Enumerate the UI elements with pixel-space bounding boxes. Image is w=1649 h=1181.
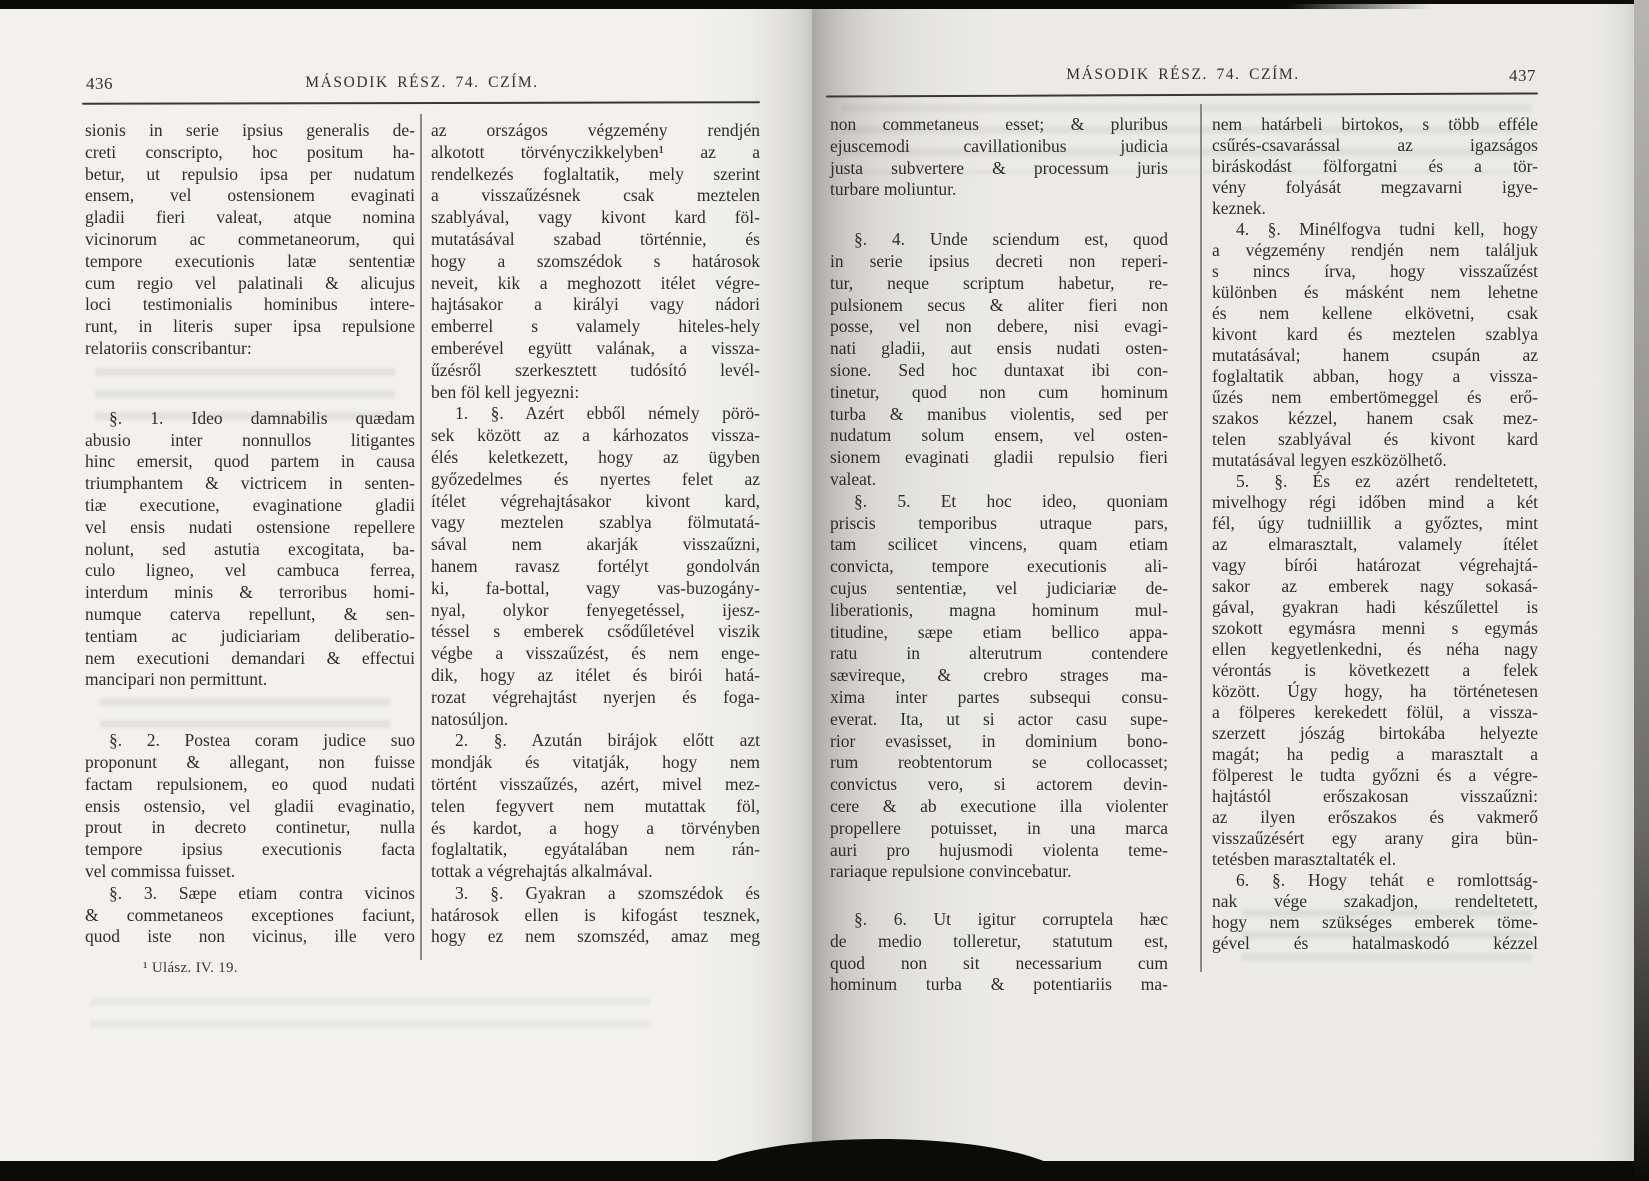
text-line: nudatum solum ensem, vel osten-	[830, 425, 1168, 446]
text-line: mutatásával; hanem csupán az	[1212, 345, 1538, 365]
text-line: culo ligneo, vel cambuca ferrea,	[85, 560, 415, 581]
paragraph	[1212, 219, 1538, 471]
text-line: sione. Sed hoc duntaxat ibi con-	[830, 359, 1168, 380]
page-number: 436	[86, 74, 113, 93]
paragraph	[431, 403, 760, 730]
text-line: foglaltatik abban, hogy a vissza-	[1212, 366, 1538, 386]
text-line: a fölperes kerekedett fölül, a vissza-	[1212, 702, 1538, 722]
text-line: emberrel s valamely hiteles-hely	[431, 316, 760, 337]
text-line: emberével együtt valának, a vissza-	[431, 337, 760, 358]
text-line: tetésben marasztaltaték el.	[1212, 849, 1397, 869]
paragraph	[85, 883, 415, 948]
text-line: 1. §. Azért ebből némely pörö-	[455, 403, 760, 424]
text-line: interdum minis & terroribus homi-	[85, 582, 415, 603]
text-line: biráskodást fölforgatni és a tör-	[1212, 156, 1538, 176]
text-line: §. 3. Sæpe etiam contra vicinos	[109, 882, 415, 903]
text-line: tentiam ac judiciariam deliberatio-	[85, 625, 415, 646]
paragraph	[830, 909, 1168, 996]
paragraph	[830, 229, 1168, 491]
paragraph	[431, 730, 760, 883]
text-line: között. Úgy hogy, ha történetesen	[1212, 681, 1538, 701]
text-line: tempore ipsius executionis facta	[85, 839, 415, 860]
text-line: propellere potuisset, in una marca	[830, 817, 1168, 838]
text-line: gával, gyakran hadi készűlettel is	[1212, 597, 1538, 617]
text-line: 2. §. Azután birájok előtt azt	[455, 730, 760, 751]
text-line: ben föl kell jegyezni:	[431, 381, 580, 402]
footnote: ¹ Ulász. IV. 19.	[143, 960, 238, 976]
text-line: xima inter partes subsequi consu-	[830, 686, 1168, 707]
text-line: tur, neque scriptum habetur, re-	[830, 272, 1168, 293]
text-line: 3. §. Gyakran a szomszédok és	[455, 882, 760, 903]
text-line: és nem kellene elkövetni, csak	[1212, 303, 1538, 323]
text-line: az országos végzemény rendjén	[431, 120, 760, 140]
text-line: történt visszaűzés, azért, mivel mez-	[431, 773, 760, 794]
text-line: & commetaneos exceptiones faciunt,	[85, 904, 415, 925]
text-line: neveit, kik a meghozott itélet végre-	[431, 272, 760, 293]
text-line: §. 5. Et hoc ideo, quoniam	[854, 490, 1168, 511]
text-line: űzés nem embertömeggel és erő-	[1212, 387, 1538, 407]
text-line: telen fegyvert nem mutattak föl,	[431, 795, 760, 816]
header-rule	[826, 92, 1538, 97]
text-line: nak vége szakadjon, rendeltetett,	[1212, 891, 1538, 911]
text-line: vel commissa fuisset.	[85, 860, 236, 881]
text-line: sionem evaginati gladii repulsio fieri	[830, 447, 1168, 468]
text-line: natosúljon.	[431, 708, 509, 729]
text-line: űzésről szerkesztett tudósító levél-	[431, 359, 760, 380]
text-line: téssel s emberek csődűletével viszik	[431, 621, 760, 642]
text-line: az elmarasztalt, valamely ítélet	[1212, 534, 1538, 554]
text-line: nyal, olykor fenyegetéssel, ijesz-	[431, 599, 760, 620]
paragraph	[431, 120, 760, 403]
text-line: vagy meztelen szablya fölmutatá-	[431, 512, 760, 533]
text-line: posse, vel non debere, nisi evagi-	[830, 316, 1168, 337]
latin-column	[830, 114, 1168, 996]
text-line: az ilyen erőszakos és vakmerő	[1212, 807, 1538, 827]
text-line: telen szablyával és kivont kard	[1212, 429, 1538, 449]
column-divider	[420, 114, 422, 960]
text-line: tam scilicet vincens, quam etiam	[830, 534, 1168, 555]
text-line: tempore executionis latæ sententiæ	[85, 250, 415, 271]
paragraph	[830, 114, 1168, 201]
text-line: priscis temporibus utraque pars,	[830, 512, 1168, 533]
text-line: pulsionem secus & aliter fieri non	[830, 294, 1168, 315]
text-line: nem határbeli birtokos, s több efféle	[1212, 114, 1538, 134]
text-line: sionis in serie ipsius generalis de-	[85, 120, 415, 140]
text-line: hinc emersit, quod partem in causa	[85, 451, 415, 472]
text-line: ensis ostensio, vel gladii evaginatio,	[85, 795, 415, 816]
text-line: triumphantem & victricem in senten-	[85, 473, 415, 494]
text-line: dik, hogy az itélet és birói hatá-	[431, 664, 760, 685]
text-line: ensem, vel ostensionem evaginati	[85, 185, 415, 206]
text-line: §. 1. Ideo damnabilis quædam	[109, 407, 415, 428]
text-line: szokott egymásra menni s egymás	[1212, 618, 1538, 638]
text-line: ellen kegyetlenkedni, és néha nagy	[1212, 639, 1538, 659]
text-line: convicta, tempore executionis ali-	[830, 556, 1168, 577]
text-line: vérontás is következett a felek	[1212, 660, 1538, 680]
text-line: s nincs írva, hogy visszaűzést	[1212, 261, 1538, 281]
text-line: gével és hatalmaskodó kézzel	[1212, 933, 1538, 953]
text-line: hajtásakor a királyi vagy nádori	[431, 294, 760, 315]
text-line: különben és másként nem lehetne	[1212, 282, 1538, 302]
text-line: vény folyását megzavarni igye-	[1212, 177, 1538, 197]
scan-bottom-edge	[0, 1161, 1649, 1181]
text-line: rozat végrehajtást nyerjen és foga-	[431, 686, 760, 707]
text-line: loci testimonialis hominibus intere-	[85, 294, 415, 315]
text-line: végbe a visszaűzést, és nem enge-	[431, 643, 760, 664]
hungarian-column	[431, 120, 760, 948]
text-line: sek között az a kárhozatos vissza-	[431, 425, 760, 446]
text-line: valeat.	[830, 468, 877, 489]
text-line: creti conscripto, hoc positum ha-	[85, 141, 415, 162]
text-line: rior evasisset, in dominium bono-	[830, 730, 1168, 751]
text-line: kivont kard és meztelen szablya	[1212, 324, 1538, 344]
text-line: szablyával, vagy kivont kard föl-	[431, 207, 760, 228]
text-line: 5. §. És ez azért rendeltetett,	[1236, 471, 1538, 491]
running-header: MÁSODIK RÉSZ. 74. CZÍM.	[1066, 66, 1300, 83]
page-header	[828, 66, 1538, 88]
text-line: élés keletkezett, hogy az ügyben	[431, 446, 760, 467]
text-line: alkotott törvényczikkelyben¹ az a	[431, 141, 760, 162]
text-line: non commetaneus esset; & pluribus	[830, 114, 1168, 134]
text-line: nati gladii, aut ensis nudati osten-	[830, 338, 1168, 359]
text-line: határosok ellen is kifogást tesznek,	[431, 904, 760, 925]
text-line: mondják és vitatják, hogy nem	[431, 752, 760, 773]
text-line: hanem ravasz fortélyt gondolván	[431, 555, 760, 576]
text-line: keznek.	[1212, 198, 1266, 218]
text-line: proponunt & allegant, non fuisse	[85, 751, 415, 772]
text-line: ejuscemodi cavillationibus judicia	[830, 135, 1168, 156]
text-line: hogy a szomszédok s határosok	[431, 250, 760, 271]
text-line: gladii fieri valeat, atque nomina	[85, 207, 415, 228]
text-line: §. 6. Ut igitur corruptela hæc	[854, 909, 1168, 930]
bleed-through-ghost	[90, 998, 650, 1038]
text-line: sævireque, & crebro strages ma-	[830, 665, 1168, 686]
text-line: everat. Ita, ut si actor casu supe-	[830, 708, 1168, 729]
page-header	[84, 74, 760, 96]
text-line: ratu in alterutrum contendere	[830, 643, 1168, 664]
text-line: csűrés-csavarással az igazságos	[1212, 135, 1538, 155]
text-line: rum reobtentorum se collocasset;	[830, 752, 1168, 773]
column-divider	[1200, 104, 1202, 972]
text-line: mancipari non permittunt.	[85, 669, 268, 690]
latin-column	[85, 120, 415, 948]
text-line: mutatásával szabad történnie, és	[431, 228, 760, 249]
text-line: mutatásával legyen eszközölhető.	[1212, 450, 1447, 470]
text-line: cere & ab executione illa violenter	[830, 795, 1168, 816]
text-line: tiæ executione, evaginatione gladii	[85, 494, 415, 515]
text-line: rendelkezés foglaltatik, mely szerint	[431, 163, 760, 184]
text-line: turbare moliuntur.	[830, 179, 957, 200]
paragraph	[431, 883, 760, 948]
text-line: justa subvertere & processum juris	[830, 157, 1168, 178]
paragraph	[85, 730, 415, 883]
text-line: fél, úgy tudniillik a győztes, mint	[1212, 513, 1538, 533]
running-header: MÁSODIK RÉSZ. 74. CZÍM.	[305, 74, 539, 91]
text-line: hominum turba & potentiariis ma-	[830, 974, 1168, 995]
text-line: mivelhogy régi időben mind a két	[1212, 492, 1538, 512]
text-line: hogy ez nem szomszéd, amaz meg	[431, 926, 760, 947]
text-line: hajtástól erőszakosan visszaűzni:	[1212, 786, 1538, 806]
paragraph	[1212, 471, 1538, 870]
page-437	[812, 4, 1638, 1164]
paragraph	[830, 491, 1168, 883]
paragraph	[85, 120, 415, 360]
text-line: in serie ipsius decreti non reperi-	[830, 250, 1168, 271]
text-line: liberationis, magna hominum mul-	[830, 599, 1168, 620]
text-line: relatoriis conscribantur:	[85, 337, 252, 358]
text-line: rariaque repulsione convincebatur.	[830, 861, 1072, 882]
text-line: a visszaűzésnek csak meztelen	[431, 185, 760, 206]
text-line: numque caterva repellunt, & sen-	[85, 603, 415, 624]
paragraph	[1212, 870, 1538, 954]
text-line: de medio tolleretur, statutum est,	[830, 930, 1168, 951]
text-line: quod non sit necessarium cum	[830, 952, 1168, 973]
text-line: convictus vero, si actorem devin-	[830, 774, 1168, 795]
text-line: tottak a végrehajtás alkalmával.	[431, 861, 653, 882]
scan-right-edge	[1634, 0, 1649, 1181]
page-436	[0, 8, 812, 1164]
text-line: a végzemény rendjén nem találjuk	[1212, 240, 1538, 260]
text-line: ítélet végrehajtásakor kivont kard,	[431, 490, 760, 511]
paragraph	[1212, 114, 1538, 219]
text-line: prout in decreto continetur, nulla	[85, 817, 415, 838]
text-line: auri pro hujusmodi violenta teme-	[830, 839, 1168, 860]
text-line: betur, ut repulsio ipsa per nudatum	[85, 163, 415, 184]
text-line: győzedelmes és nyertes felet az	[431, 468, 760, 489]
text-line: factam repulsionem, eo quod nudati	[85, 773, 415, 794]
text-line: titudine, sæpe etiam bellico appa-	[830, 621, 1168, 642]
hungarian-column	[1212, 114, 1538, 954]
text-line: nolunt, sed astutia excogitata, ba-	[85, 538, 415, 559]
text-line: 4. §. Minélfogva tudni kell, hogy	[1236, 219, 1538, 239]
text-line: szakos kézzel, hanem csak mez-	[1212, 408, 1538, 428]
text-line: §. 4. Unde sciendum est, quod	[854, 229, 1168, 250]
text-line: §. 2. Postea coram judice suo	[109, 730, 415, 751]
text-line: szerzett jószág birtokába helyezte	[1212, 723, 1538, 743]
text-line: magát; ha pedig a marasztalt a	[1212, 744, 1538, 764]
text-line: turba & manibus violentis, sed per	[830, 403, 1168, 424]
text-line: vel ensis nudati ostensione repellere	[85, 516, 415, 537]
paragraph	[85, 408, 415, 691]
text-line: ki, fa-bottal, vagy vas-buzogány-	[431, 577, 760, 598]
text-line: vagy bírói határozat végrehajtá-	[1212, 555, 1538, 575]
scan-top-edge	[0, 0, 1432, 9]
text-line: nem executioni demandari & effectui	[85, 647, 415, 668]
text-line: fölperest le tudta győzni és a végre-	[1212, 765, 1538, 785]
text-line: tinetur, quod non cum hominum	[830, 381, 1168, 402]
text-line: abusio inter nonnullos litigantes	[85, 429, 415, 450]
text-line: cum regio vel palatinali & alicujus	[85, 272, 415, 293]
text-line: foglaltatik, egyátalában nem rán-	[431, 839, 760, 860]
page-number: 437	[1509, 66, 1536, 85]
text-line: hogy nem szükséges emberek töme-	[1212, 912, 1538, 932]
text-line: sakor az emberek nagy sokasá-	[1212, 576, 1538, 596]
text-line: és kardot, a hogy a törvényben	[431, 817, 760, 838]
text-line: runt, in literis super ipsa repulsione	[85, 316, 415, 337]
text-line: sával nem akarják visszaűzni,	[431, 534, 760, 555]
text-line: 6. §. Hogy tehát e romlottság-	[1236, 870, 1538, 890]
text-line: quod iste non vicinus, ille vero	[85, 926, 415, 947]
text-line: visszaűzésért egy arany gira bün-	[1212, 828, 1538, 848]
header-rule	[82, 101, 760, 104]
text-line: vicinorum ac commetaneorum, qui	[85, 228, 415, 249]
text-line: cujus sententiæ, vel judiciariæ de-	[830, 577, 1168, 598]
